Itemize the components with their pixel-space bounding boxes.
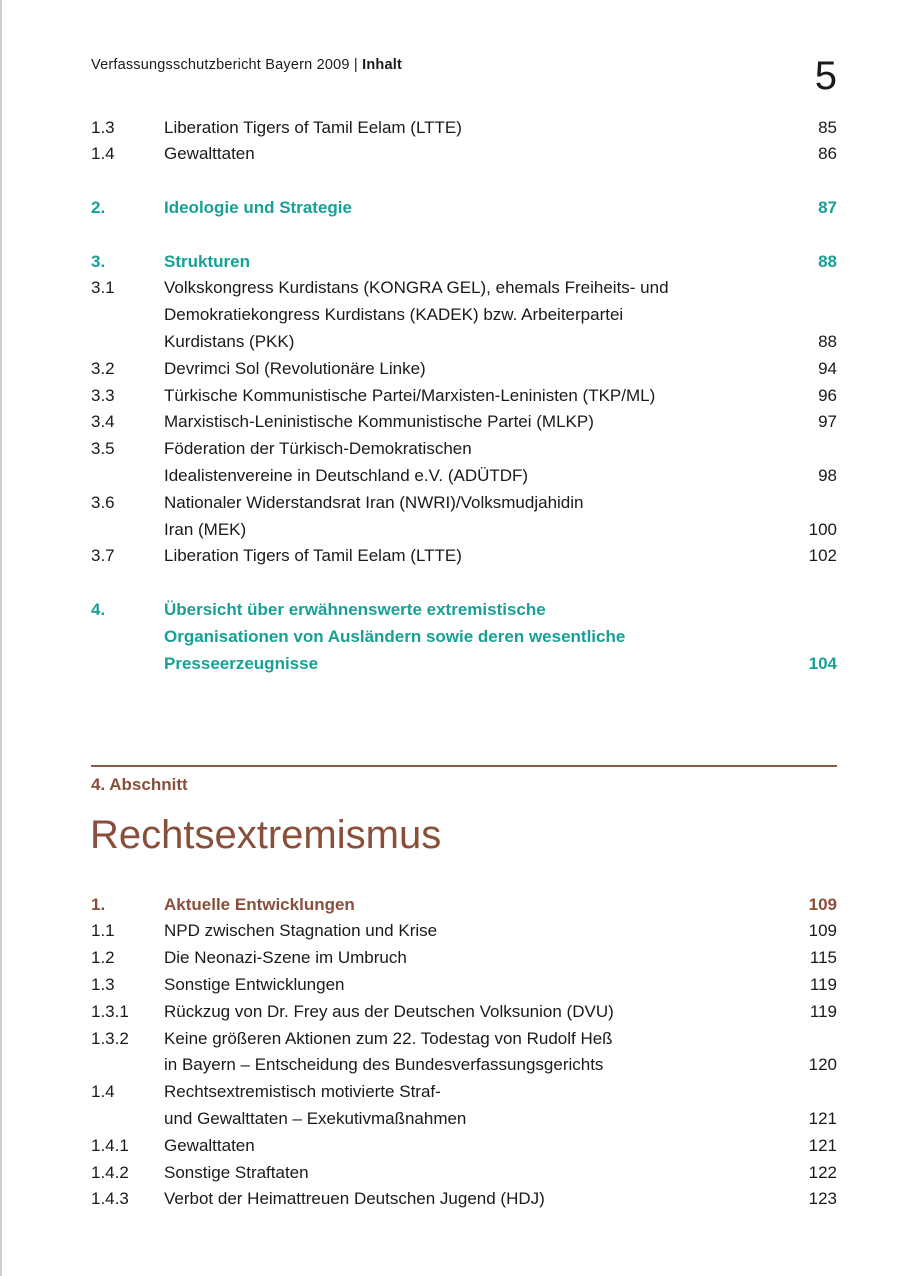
entry-title-line: Föderation der Türkisch-Demokratischen bbox=[164, 439, 472, 459]
toc-entry[interactable] bbox=[91, 383, 837, 410]
entry-number: 1.3 bbox=[91, 117, 115, 137]
entry-title-line: Rechtsextremistisch motivierte Straf- bbox=[164, 1082, 441, 1102]
toc-bottom bbox=[91, 892, 837, 1214]
toc-entry[interactable] bbox=[91, 999, 837, 1026]
section-label: 4. Abschnitt bbox=[91, 775, 188, 794]
toc-entry[interactable] bbox=[91, 356, 837, 383]
entry-page: 97 bbox=[818, 412, 837, 432]
entry-title-line: NPD zwischen Stagnation und Krise bbox=[164, 921, 438, 941]
entry-title bbox=[164, 409, 767, 436]
toc-entry[interactable] bbox=[91, 490, 837, 544]
entry-title-line: Presseerzeugnisse bbox=[164, 653, 319, 673]
entry-number: 3. bbox=[91, 251, 106, 271]
header-title: Verfassungsschutzbericht Bayern 2009 | bbox=[91, 57, 358, 73]
toc-entry[interactable] bbox=[91, 1160, 837, 1187]
header-section: Inhalt bbox=[362, 57, 402, 73]
entry-title-line: Gewalttaten bbox=[164, 144, 255, 164]
entry-page: 121 bbox=[808, 1135, 837, 1155]
entry-page: 96 bbox=[818, 385, 837, 405]
entry-page: 88 bbox=[818, 251, 837, 271]
entry-number: 3.5 bbox=[91, 439, 115, 459]
entry-title bbox=[164, 543, 767, 570]
entry-title bbox=[164, 892, 767, 919]
toc-entry[interactable] bbox=[91, 1079, 837, 1133]
page-edge bbox=[0, 0, 2, 1276]
entry-title bbox=[164, 1079, 767, 1133]
entry-title-line: in Bayern – Entscheidung des Bundesverfassungsgerichts bbox=[164, 1055, 604, 1075]
entry-title-line: Gewalttaten bbox=[164, 1135, 255, 1155]
entry-title bbox=[164, 972, 767, 999]
entry-number: 4. bbox=[91, 599, 106, 619]
entry-page: 88 bbox=[818, 331, 837, 351]
entry-number: 3.6 bbox=[91, 492, 115, 512]
toc-entry[interactable] bbox=[91, 1133, 837, 1160]
entry-page: 121 bbox=[808, 1108, 837, 1128]
toc-entry[interactable] bbox=[91, 409, 837, 436]
entry-number: 1.3 bbox=[91, 974, 115, 994]
entry-title bbox=[164, 918, 767, 945]
entry-page: 86 bbox=[818, 144, 837, 164]
toc-entry[interactable] bbox=[91, 275, 837, 355]
entry-page: 109 bbox=[808, 921, 837, 941]
toc-top bbox=[91, 115, 837, 678]
entry-title-line: Volkskongress Kurdistans (KONGRA GEL), ehemals Freiheits- und bbox=[164, 278, 669, 298]
entry-title-line: Türkische Kommunistische Partei/Marxisten-Leninisten (TKP/ML) bbox=[164, 385, 656, 405]
toc-chapter[interactable] bbox=[91, 597, 837, 677]
toc-chapter[interactable] bbox=[91, 249, 837, 276]
entry-title-line: Sonstige Entwicklungen bbox=[164, 974, 345, 994]
entry-title bbox=[164, 1026, 767, 1080]
entry-number: 1.3.1 bbox=[91, 1001, 129, 1021]
toc-entry[interactable] bbox=[91, 945, 837, 972]
entry-number: 1.4 bbox=[91, 144, 115, 164]
entry-number: 1.1 bbox=[91, 921, 115, 941]
entry-page: 87 bbox=[818, 197, 837, 217]
entry-title-line: Verbot der Heimattreuen Deutschen Jugend (HDJ) bbox=[164, 1189, 545, 1209]
entry-title-line: Kurdistans (PKK) bbox=[164, 331, 295, 351]
entry-number: 3.7 bbox=[91, 546, 115, 566]
entry-title-line: Liberation Tigers of Tamil Eelam (LTTE) bbox=[164, 546, 462, 566]
entry-title bbox=[164, 275, 767, 355]
entry-title-line: Ideologie und Strategie bbox=[164, 197, 352, 217]
entry-title bbox=[164, 1186, 767, 1213]
entry-title bbox=[164, 249, 767, 276]
entry-number: 3.2 bbox=[91, 358, 115, 378]
entry-number: 1. bbox=[91, 894, 106, 914]
entry-page: 109 bbox=[808, 894, 837, 914]
entry-page: 119 bbox=[809, 974, 837, 994]
entry-number: 1.3.2 bbox=[91, 1028, 129, 1048]
entry-number: 1.4 bbox=[91, 1082, 115, 1102]
entry-number: 1.2 bbox=[91, 948, 115, 968]
entry-number: 1.4.2 bbox=[91, 1162, 129, 1182]
running-header bbox=[91, 57, 402, 73]
entry-title-line: Übersicht über erwähnenswerte extremistische bbox=[164, 599, 546, 619]
toc-entry[interactable] bbox=[91, 972, 837, 999]
toc-chapter[interactable] bbox=[91, 195, 837, 222]
entry-title bbox=[164, 490, 767, 544]
section-divider bbox=[91, 765, 837, 767]
entry-page: 123 bbox=[808, 1189, 837, 1209]
entry-title bbox=[164, 195, 767, 222]
entry-title-line: Devrimci Sol (Revolutionäre Linke) bbox=[164, 358, 426, 378]
entry-title bbox=[164, 597, 767, 677]
toc-entry[interactable] bbox=[91, 1186, 837, 1213]
entry-title-line: Rückzug von Dr. Frey aus der Deutschen Volksunion (DVU) bbox=[164, 1001, 614, 1021]
entry-number: 2. bbox=[91, 197, 106, 217]
entry-number: 1.4.3 bbox=[91, 1189, 129, 1209]
entry-page: 119 bbox=[809, 1001, 837, 1021]
entry-number: 3.1 bbox=[91, 278, 115, 298]
entry-page: 122 bbox=[808, 1162, 837, 1182]
entry-title bbox=[164, 945, 767, 972]
entry-page: 85 bbox=[818, 117, 837, 137]
entry-page: 100 bbox=[808, 519, 837, 539]
entry-number: 1.4.1 bbox=[91, 1135, 129, 1155]
entry-title-line: Aktuelle Entwicklungen bbox=[164, 894, 355, 914]
toc-entry[interactable] bbox=[91, 436, 837, 490]
entry-title-line: Idealistenvereine in Deutschland e.V. (ADÜTDF) bbox=[164, 465, 529, 485]
entry-title-line: Strukturen bbox=[164, 251, 250, 271]
section-title: Rechtsextremismus bbox=[90, 813, 442, 857]
page-number: 5 bbox=[814, 54, 837, 98]
toc-entry[interactable] bbox=[91, 141, 837, 168]
toc-chapter[interactable] bbox=[91, 892, 837, 919]
entry-title bbox=[164, 141, 767, 168]
entry-page: 115 bbox=[809, 948, 837, 968]
entry-title bbox=[164, 383, 767, 410]
entry-title bbox=[164, 1160, 767, 1187]
entry-title-line: Sonstige Straftaten bbox=[164, 1162, 309, 1182]
toc-entry[interactable] bbox=[91, 543, 837, 570]
entry-title-line: Nationaler Widerstandsrat Iran (NWRI)/Volksmudjahidin bbox=[164, 492, 584, 512]
entry-title-line: Organisationen von Ausländern sowie deren wesentliche bbox=[164, 626, 626, 646]
toc-entry[interactable] bbox=[91, 1026, 837, 1080]
entry-number: 3.4 bbox=[91, 412, 115, 432]
entry-title bbox=[164, 436, 767, 490]
entry-title bbox=[164, 356, 767, 383]
entry-page: 120 bbox=[808, 1055, 837, 1075]
entry-number: 3.3 bbox=[91, 385, 115, 405]
toc-entry[interactable] bbox=[91, 918, 837, 945]
entry-title-line: Liberation Tigers of Tamil Eelam (LTTE) bbox=[164, 117, 462, 137]
entry-page: 98 bbox=[818, 465, 837, 485]
entry-title-line: Die Neonazi-Szene im Umbruch bbox=[164, 948, 407, 968]
toc-entry[interactable] bbox=[91, 115, 837, 142]
entry-title-line: und Gewalttaten – Exekutivmaßnahmen bbox=[164, 1108, 467, 1128]
entry-title-line: Demokratiekongress Kurdistans (KADEK) bzw. Arbeiterpartei bbox=[164, 305, 624, 325]
entry-title bbox=[164, 999, 767, 1026]
entry-title bbox=[164, 115, 767, 142]
entry-title-line: Iran (MEK) bbox=[164, 519, 247, 539]
entry-page: 104 bbox=[808, 653, 837, 673]
entry-page: 94 bbox=[818, 358, 837, 378]
entry-title-line: Marxistisch-Leninistische Kommunistische Partei (MLKP) bbox=[164, 412, 594, 432]
entry-title-line: Keine größeren Aktionen zum 22. Todestag von Rudolf Heß bbox=[164, 1028, 613, 1048]
entry-title bbox=[164, 1133, 767, 1160]
entry-page: 102 bbox=[808, 546, 837, 566]
